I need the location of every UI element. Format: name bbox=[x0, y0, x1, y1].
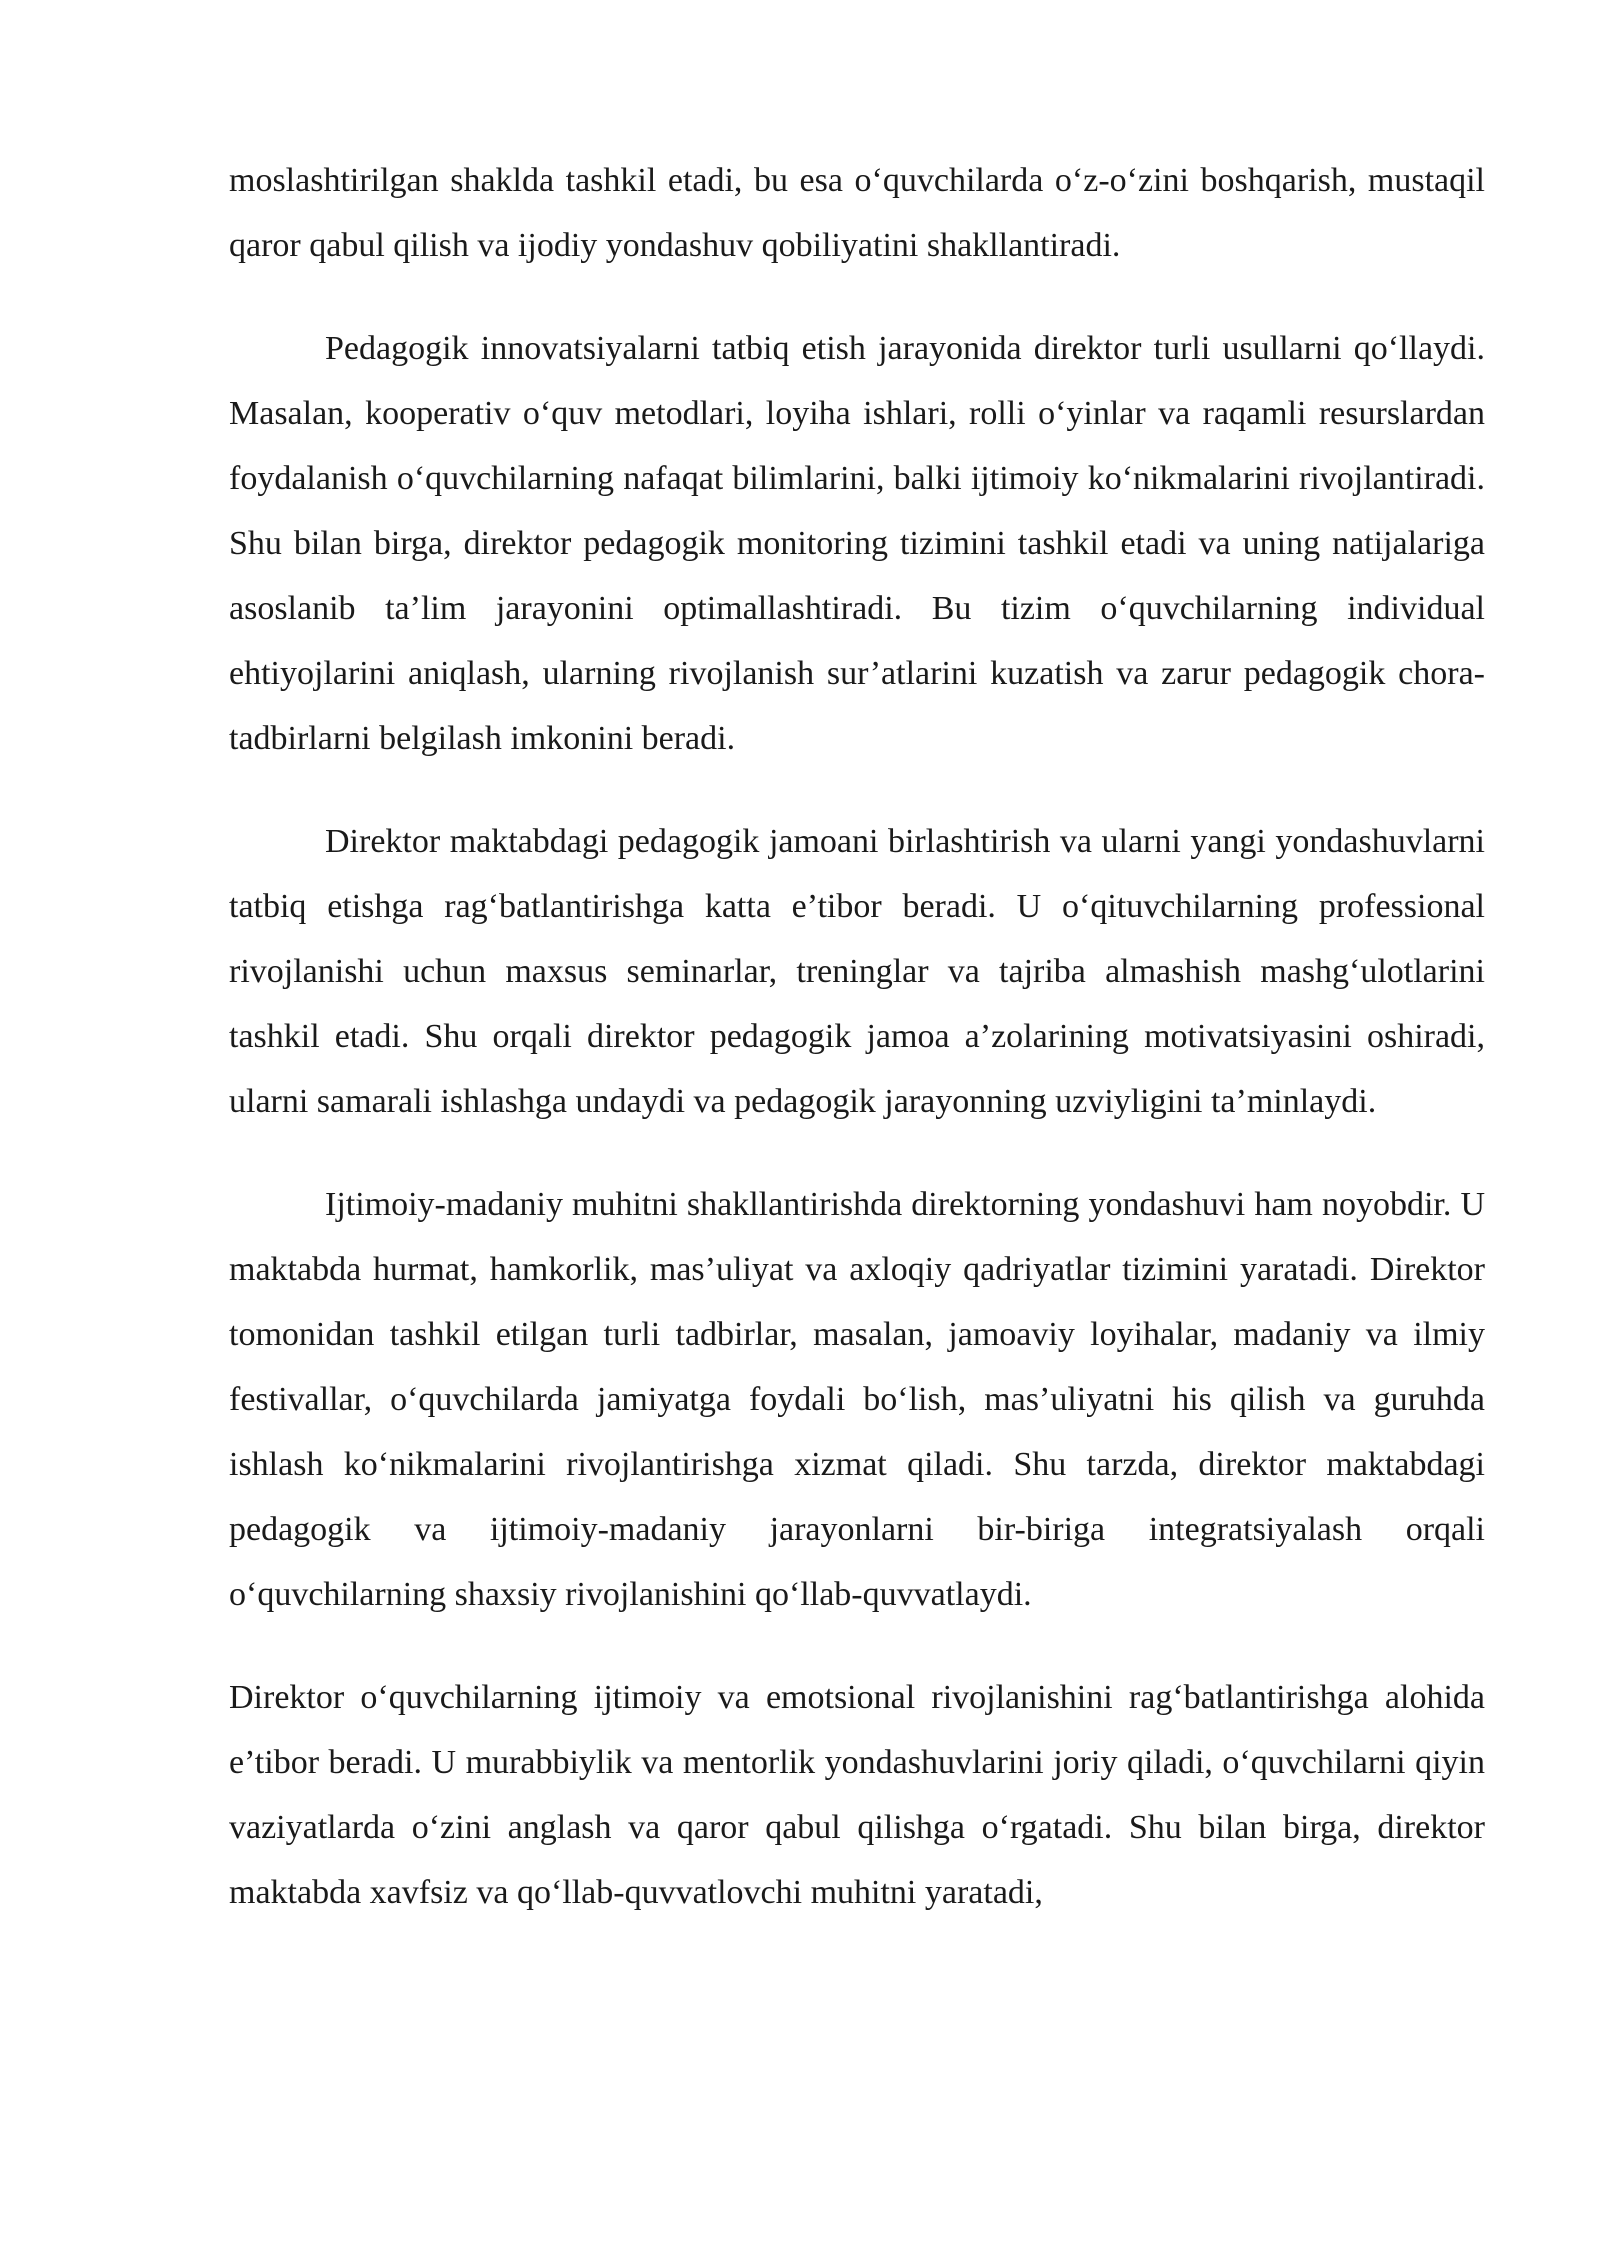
paragraph-2: Pedagogik innovatsiyalarni tatbiq etish jarayonida direktor turli usullarni qo‘llaydi. Masalan, kooperativ o‘quv metodlari, loyiha ishlari, rolli o‘yinlar va raqamli resurslardan foydalanish o‘quvchilarning nafaqat bilimlarini, balki ijtimoiy ko‘nikmalarini rivojlantiradi. Shu bilan birga, direktor pedagogik monitoring tizimini tashkil etadi va uning natijalariga asoslanib ta’lim jarayonini optimallashtiradi. Bu tizim o‘quvchilarning individual ehtiyojlarini aniqlash, ularning rivojlanish sur’atlarini kuzatish va zarur pedagogik chora-tadbirlarni belgilash imkonini beradi. bbox=[229, 330, 1485, 757]
paragraph-4: Ijtimoiy-madaniy muhitni shakllantirishda direktorning yondashuvi ham noyobdir. U maktabda hurmat, hamkorlik, mas’uliyat va axloqiy qadriyatlar tizimini yaratadi. Direktor tomonidan tashkil etilgan turli tadbirlar, masalan, jamoaviy loyihalar, madaniy va ilmiy festivallar, o‘quvchilarda jamiyatga foydali bo‘lish, mas’uliyatni his qilish va guruhda ishlash ko‘nikmalarini rivojlantirishga xizmat qiladi. Shu tarzda, direktor maktabdagi pedagogik va ijtimoiy-madaniy jarayonlarni bir-biriga integratsiyalash orqali o‘quvchilarning shaxsiy rivojlanishini qo‘llab-quvvatlaydi. bbox=[229, 1186, 1485, 1613]
document-body bbox=[229, 148, 1485, 1963]
paragraph-5: Direktor o‘quvchilarning ijtimoiy va emotsional rivojlanishini rag‘batlantirishga alohida e’tibor beradi. U murabbiylik va mentorlik yondashuvlarini joriy qiladi, o‘quvchilarni qiyin vaziyatlarda o‘zini anglash va qaror qabul qilishga o‘rgatadi. Shu bilan birga, direktor maktabda xavfsiz va qo‘llab-quvvatlovchi muhitni yaratadi, bbox=[229, 1679, 1485, 1911]
paragraph-3: Direktor maktabdagi pedagogik jamoani birlashtirish va ularni yangi yondashuvlarni tatbiq etishga rag‘batlantirishga katta e’tibor beradi. U o‘qituvchilarning professional rivojlanishi uchun maxsus seminarlar, treninglar va tajriba almashish mashg‘ulotlarini tashkil etadi. Shu orqali direktor pedagogik jamoa a’zolarining motivatsiyasini oshiradi, ularni samarali ishlashga undaydi va pedagogik jarayonning uzviyligini ta’minlaydi. bbox=[229, 823, 1485, 1120]
paragraph-1: moslashtirilgan shaklda tashkil etadi, bu esa o‘quvchilarda o‘z-o‘zini boshqarish, mustaqil qaror qabul qilish va ijodiy yondashuv qobiliyatini shakllantiradi. bbox=[229, 162, 1485, 264]
